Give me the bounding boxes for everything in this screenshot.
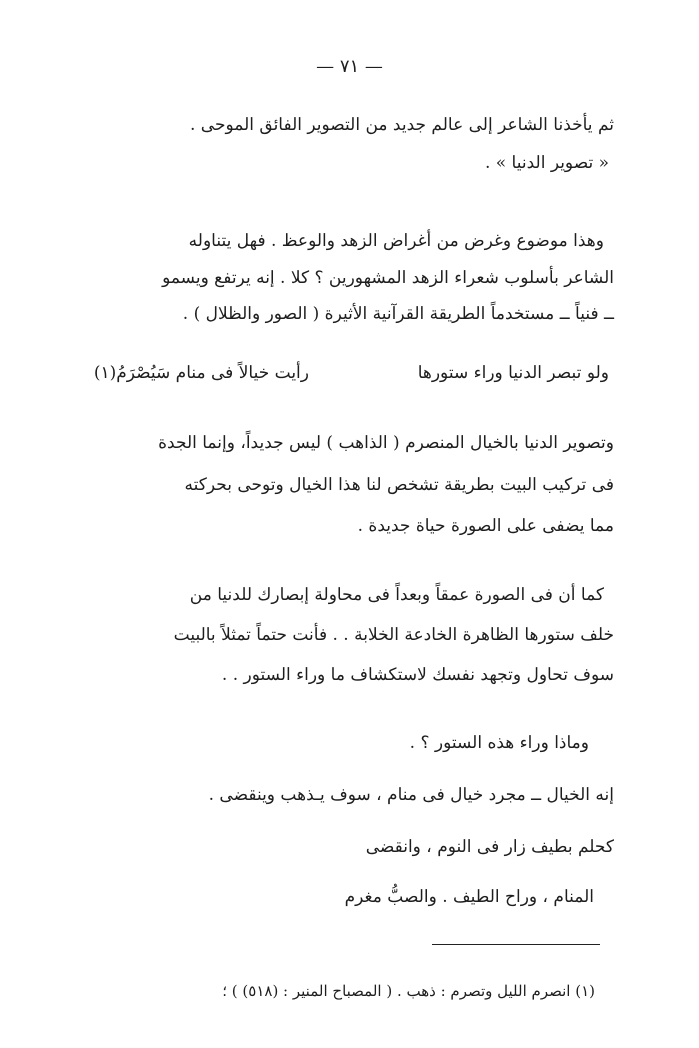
footnote: (١) انصرم الليل وتصرم : ذهب . ( المصباح المنير : (٥١٨) ) ؛ <box>222 982 595 1000</box>
text-line: ــ فنياً ــ مستخدماً الطريقة القرآنية الأثيرة ( الصور والظلال ) . <box>182 304 614 324</box>
text-line: وماذا وراء هذه الستور ؟ . <box>409 733 589 753</box>
text-line: « تصوير الدنيا » . <box>484 153 609 173</box>
text-line: خلف ستورها الظاهرة الخادعة الخلابة . . فأنت حتماً تمثلاً بالبيت <box>173 625 614 645</box>
text-line: كما أن فى الصورة عمقاً وبعداً فى محاولة إبصارك للدنيا من <box>189 585 604 605</box>
text-line: مما يضفى على الصورة حياة جديدة . <box>357 516 614 536</box>
text-line: فى تركيب البيت بطريقة تشخص لنا هذا الخيال وتوحى بحركته <box>184 475 614 495</box>
text-line: إنه الخيال ــ مجرد خيال فى منام ، سوف يـذهب وينقضى . <box>208 785 614 805</box>
text-line: وتصوير الدنيا بالخيال المنصرم ( الذاهب ) ليس جديداً، وإنما الجدة <box>158 433 614 453</box>
text-line: كحلم بطيف زار فى النوم ، وانقضى <box>365 837 614 857</box>
text-line: ثم يأخذنا الشاعر إلى عالم جديد من التصوير الفائق الموحى . <box>190 115 614 135</box>
page-number: — ٧١ — <box>316 56 383 77</box>
text-line: سوف تحاول وتجهد نفسك لاستكشاف ما وراء الستور . . <box>221 665 614 685</box>
footnote-separator <box>432 944 600 945</box>
verse-first-hemistich: ولو تبصر الدنيا وراء ستورها <box>417 363 609 383</box>
text-line: وهذا موضوع وغرض من أغراض الزهد والوعظ . فهل يتناوله <box>188 231 604 251</box>
verse-second-hemistich: رأيت خيالاً فى منام سَيُصْرَمُ(١) <box>93 363 309 383</box>
text-line: الشاعر بأسلوب شعراء الزهد المشهورين ؟ كلا . إنه يرتفع ويسمو <box>162 268 614 288</box>
text-line: المنام ، وراح الطيف . والصبُّ مغرم <box>344 887 594 907</box>
